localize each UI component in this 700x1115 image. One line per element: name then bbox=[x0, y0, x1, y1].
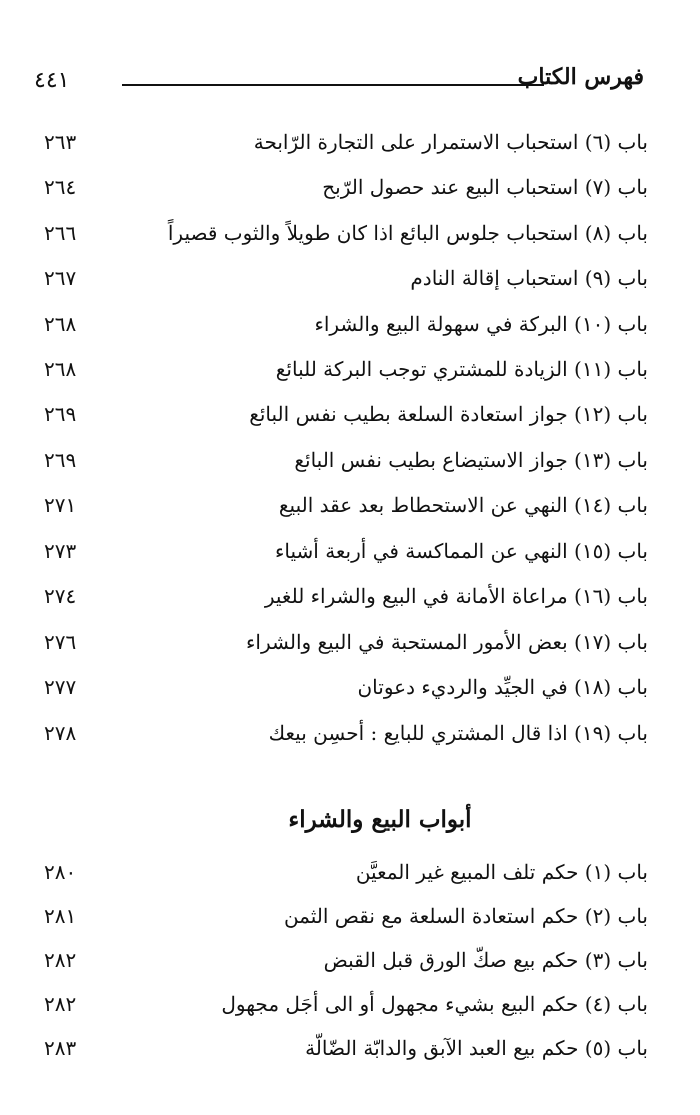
toc-entry-text: باب (١٨) في الجيِّد والرديء دعوتان bbox=[357, 675, 648, 699]
toc-entry-page: ٢٦٦ bbox=[44, 221, 77, 245]
toc-entry-page: ٢٦٧ bbox=[44, 266, 77, 290]
toc-row bbox=[44, 539, 648, 579]
toc-entry-text: باب (١٤) النهي عن الاستحطاط بعد عقد البيع bbox=[278, 493, 648, 517]
toc-entry-page: ٢٨٠ bbox=[44, 860, 77, 884]
toc-entry-text: باب (١٥) النهي عن المماكسة في أربعة أشياء bbox=[274, 539, 648, 563]
toc-row bbox=[44, 357, 648, 397]
toc-entry-text: باب (٨) استحباب جلوس البائع اذا كان طويلاً والثوب قصيراً bbox=[167, 221, 648, 245]
toc-row bbox=[44, 675, 648, 715]
toc-entry-page: ٢٨٣ bbox=[44, 1036, 77, 1060]
toc-entry-page: ٢٧١ bbox=[44, 493, 77, 517]
toc-entry-text: باب (٥) حكم بيع العبد الآبق والدابّة الضّالّة bbox=[305, 1036, 648, 1060]
toc-row bbox=[44, 584, 648, 624]
toc-row bbox=[44, 860, 648, 900]
header-rule bbox=[122, 84, 544, 86]
toc-entry-page: ٢٨٢ bbox=[44, 948, 77, 972]
toc-entry-page: ٢٨١ bbox=[44, 904, 77, 928]
toc-entry-text: باب (١٧) بعض الأمور المستحبة في البيع والشراء bbox=[246, 630, 648, 654]
toc-row bbox=[44, 948, 648, 988]
toc-entry-page: ٢٦٤ bbox=[44, 175, 77, 199]
toc-entry-text: باب (٩) استحباب إقالة النادم bbox=[410, 266, 648, 290]
toc-entry-text: باب (١٠) البركة في سهولة البيع والشراء bbox=[314, 312, 648, 336]
toc-row bbox=[44, 721, 648, 761]
toc-row bbox=[44, 1036, 648, 1076]
toc-entry-text: باب (١٣) جواز الاستيضاع بطيب نفس البائع bbox=[294, 448, 648, 472]
toc-entry-page: ٢٧٤ bbox=[44, 584, 77, 608]
toc-entry-text: باب (١٩) اذا قال المشتري للبايع : أحسِن بيعك bbox=[268, 721, 648, 745]
toc-row bbox=[44, 448, 648, 488]
toc-row bbox=[44, 904, 648, 944]
toc-entry-text: باب (٧) استحباب البيع عند حصول الرّبح bbox=[322, 175, 648, 199]
page-header bbox=[34, 64, 644, 100]
toc-row bbox=[44, 992, 648, 1032]
toc-entry-page: ٢٧٦ bbox=[44, 630, 77, 654]
toc-row bbox=[44, 630, 648, 670]
toc-row bbox=[44, 493, 648, 533]
page-title: فهرس الكتاب bbox=[517, 64, 644, 90]
section-heading: أبواب البيع والشراء bbox=[288, 806, 472, 833]
toc-entry-page: ٢٦٣ bbox=[44, 130, 77, 154]
toc-entry-page: ٢٨٢ bbox=[44, 992, 77, 1016]
toc-row bbox=[44, 312, 648, 352]
toc-row bbox=[44, 221, 648, 261]
toc-row bbox=[44, 175, 648, 215]
toc-row bbox=[44, 402, 648, 442]
toc-entry-text: باب (١١) الزيادة للمشتري توجب البركة للبائع bbox=[275, 357, 648, 381]
toc-entry-text: باب (٦) استحباب الاستمرار على التجارة الرّابحة bbox=[253, 130, 648, 154]
toc-row bbox=[44, 266, 648, 306]
toc-entry-page: ٢٧٨ bbox=[44, 721, 77, 745]
toc-entry-text: باب (١) حكم تلف المبيع غير المعيَّن bbox=[355, 860, 648, 884]
toc-entry-page: ٢٦٩ bbox=[44, 402, 77, 426]
toc-entry-page: ٢٦٨ bbox=[44, 357, 77, 381]
toc-entry-text: باب (٢) حكم استعادة السلعة مع نقص الثمن bbox=[283, 904, 648, 928]
toc-entry-text: باب (١٢) جواز استعادة السلعة بطيب نفس البائع bbox=[249, 402, 648, 426]
toc-entry-text: باب (٣) حكم بيع صكّ الورق قبل القبض bbox=[323, 948, 648, 972]
toc-entry-text: باب (٤) حكم البيع بشيء مجهول أو الى أجَل مجهول bbox=[221, 992, 648, 1016]
page-number: ٤٤١ bbox=[34, 68, 70, 93]
toc-row bbox=[44, 130, 648, 170]
toc-entry-text: باب (١٦) مراعاة الأمانة في البيع والشراء للغير bbox=[264, 584, 648, 608]
toc-entry-page: ٢٦٨ bbox=[44, 312, 77, 336]
toc-entry-page: ٢٧٧ bbox=[44, 675, 77, 699]
toc-entry-page: ٢٦٩ bbox=[44, 448, 77, 472]
toc-entry-page: ٢٧٣ bbox=[44, 539, 77, 563]
